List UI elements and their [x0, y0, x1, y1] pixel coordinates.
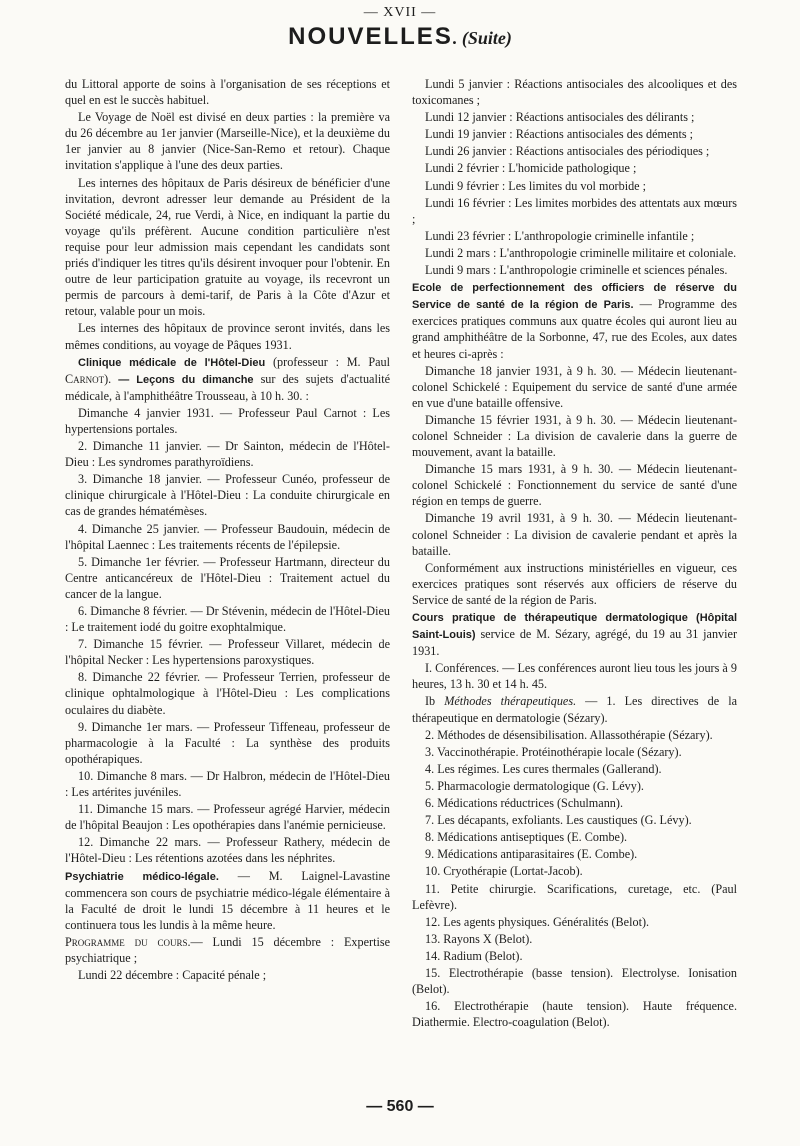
section-heading: Clinique médicale de l'Hôtel-Dieu	[78, 356, 266, 369]
methodes	[412, 693, 737, 725]
section-ecole	[412, 279, 737, 361]
programme-heading: Programme du cours.	[65, 934, 191, 949]
list-item: 9. Médications antiparasitaires (E. Combe).	[425, 847, 638, 862]
cours-rest: service de M. Sézary, agrégé, du 19 au 31 janvier 1931.	[412, 627, 738, 659]
list-item: 3. Dimanche 18 janvier. — Professeur Cunéo, professeur de clinique chirurgicale à l'Hôtel-Dieu : La conduite chirurgicale en cas de grandes hématémèses.	[65, 472, 390, 519]
clinique-rest: sur des sujets d'actualité médicale, à l'amphithéâtre Trousseau, à 10 h. 30. :	[65, 371, 391, 403]
list-item: 11. Petite chirurgie. Scarifications, curetage, etc. (Paul Lefèvre).	[412, 881, 737, 912]
paragraph: Les internes des hôpitaux de province seront invités, dans les mêmes conditions, au voyage de Pâques 1931.	[65, 321, 390, 352]
list-item: 15. Electrothérapie (basse tension). Electrolyse. Ionisation (Belot).	[412, 965, 737, 997]
list-item: 5. Pharmacologie dermatologique (G. Lévy).	[425, 778, 644, 793]
section-cours	[412, 609, 737, 659]
list-item: 12. Dimanche 22 mars. — Professeur Rathery, médecin de l'Hôtel-Dieu : Les rétentions azotées dans les néphrites.	[65, 835, 390, 866]
list-item: 10. Dimanche 8 mars. — Dr Halbron, médecin de l'Hôtel-Dieu : Les artérites juvéniles.	[65, 768, 390, 800]
list-item: 13. Rayons X (Belot).	[425, 931, 533, 946]
list-item: 12. Les agents physiques. Généralités (Belot).	[425, 914, 650, 929]
methodes-num: Ib	[425, 694, 436, 709]
clinique-name: Carnot).	[65, 371, 112, 386]
list-item: 3. Vaccinothérapie. Protéinothérapie locale (Sézary).	[425, 744, 682, 759]
list-item: 5. Dimanche 1er février. — Professeur Hartmann, directeur du Centre anticancéreux de l'Hôtel-Dieu : Traitement actuel du cancer de la langue.	[65, 554, 390, 601]
list-item: Lundi 9 février : Les limites du vol morbide ;	[425, 178, 647, 193]
list-item: Lundi 22 décembre : Capacité pénale ;	[78, 968, 267, 983]
list-item: 2. Dimanche 11 janvier. — Dr Sainton, médecin de l'Hôtel-Dieu : Les syndromes parathyroïdiens.	[65, 439, 390, 470]
list-item: Lundi 2 février : L'homicide pathologique ;	[425, 161, 637, 176]
list-item: Lundi 5 janvier : Réactions antisociales des alcooliques et des toxicomanes ;	[412, 77, 737, 108]
list-item: 9. Dimanche 1er mars. — Professeur Tiffeneau, professeur de pharmacologie à la Faculté : La synthèse des produits opothérapiques.	[65, 719, 390, 766]
list-item: 4. Dimanche 25 janvier. — Professeur Baudouin, médecin de l'hôpital Laennec : Les traitements récents de l'épilepsie.	[65, 521, 390, 552]
list-item: Lundi 16 février : Les limites morbides des attentats aux mœurs ;	[412, 195, 737, 226]
section-heading: Ecole de perfectionnement des officiers de réserve du Service de santé de la région de Paris.	[412, 282, 737, 312]
section-psychiatrie	[65, 868, 390, 933]
methodes-title: Méthodes thérapeutiques.	[444, 694, 577, 709]
methodes-rest: — 1. Les directives de la thérapeutique en dermatologie (Sézary).	[412, 694, 737, 725]
list-item: 4. Les régimes. Les cures thermales (Gallerand).	[425, 761, 662, 776]
page-roman-numeral: — XVII —	[363, 5, 437, 20]
right-column	[412, 76, 737, 1031]
list-item: 8. Dimanche 22 février. — Professeur Terrien, professeur de clinique ophtalmologique à l'Hôtel-Dieu : Les complications oculaires du diabète.	[65, 670, 390, 717]
programme	[65, 934, 390, 966]
list-item: Dimanche 15 février 1931, à 9 h. 30. — Médecin lieutenant-colonel Schneider : La division de cavalerie dans la guerre de mouvement, avant la bataille.	[412, 412, 737, 460]
page-number: — 560 —	[366, 1098, 434, 1115]
ecole-rest: — Programme des exercices pratiques communs aux quatre écoles qui auront lieu au grand amphithéâtre de la Sorbonne, 47, rue des Ecoles, aux dates et heures ci-après :	[412, 297, 738, 361]
title-suite: . (Suite)	[452, 28, 512, 48]
section-clinique	[65, 354, 390, 404]
list-item: Lundi 12 janvier : Réactions antisociales des délirants ;	[425, 110, 695, 125]
list-item: Dimanche 18 janvier 1931, à 9 h. 30. — Médecin lieutenant-colonel Schickelé : Equipement du service de santé d'une armée en vue d'une bataille offensive.	[412, 363, 737, 410]
paragraph: Les internes des hôpitaux de Paris désireux de bénéficier d'une invitation, devront adresser leur demande au Président de la Société médicale, 24, rue Verdi, à Nice, en indiquant la partie du voyage qu'ils préfèrent. Aucune condition particulière n'est requise pour leur admission mais cependant les candidats sont priés d'indiquer les titres qu'ils désirent invoquer pour l'obtenir. En outre de leur participation gratuite au voyage, ils recevront un permis de parcours à demi-tarif, de Paris à la Côte d'Azur et retour, valable pour un mois.	[65, 175, 390, 319]
page-title	[0, 23, 800, 51]
list-item: 16. Electrothérapie (haute tension). Haute fréquence. Diathermie. Electro-coagulation (Belot).	[412, 999, 737, 1030]
paragraph: Le Voyage de Noël est divisé en deux parties : la première va du 26 décembre au 1er janvier (Marseille-Nice), et la deuxième du 1er janvier au 8 janvier (Nice-San-Remo et retour). Chaque invitation s'applique à l'une des deux parties.	[65, 110, 390, 173]
conferences: I. Conférences. — Les conférences auront lieu tous les jours à 9 heures, 13 h. 30 et 14 h. 45.	[412, 661, 737, 692]
list-item: Lundi 23 février : L'anthropologie criminelle infantile ;	[425, 228, 695, 243]
list-item: 6. Médications réductrices (Schulmann).	[425, 796, 623, 811]
list-item: Dimanche 15 mars 1931, à 9 h. 30. — Médecin lieutenant-colonel Schickelé : Fonctionnement du service de santé d'une région en temps de guerre.	[412, 462, 737, 509]
left-column	[65, 76, 390, 984]
title-text: NOUVELLES	[288, 23, 453, 50]
paragraph: Conformément aux instructions ministérielles en vigueur, ces exercices pratiques sont réservés aux officiers de réserve du Service de santé de la région de Paris.	[412, 560, 737, 607]
list-item: Dimanche 19 avril 1931, à 9 h. 30. — Médecin lieutenant-colonel Schneider : La division de cavalerie pendant et après la bataille.	[412, 511, 737, 558]
list-item: 6. Dimanche 8 février. — Dr Stévenin, médecin de l'Hôtel-Dieu : Le traitement iodé du goitre exophtalmique.	[65, 604, 390, 635]
list-item: 14. Radium (Belot).	[425, 948, 523, 963]
list-item: Dimanche 4 janvier 1931. — Professeur Paul Carnot : Les hypertensions portales.	[65, 405, 390, 436]
clinique-lecons: — Leçons du dimanche	[118, 373, 254, 386]
list-item: Lundi 26 janvier : Réactions antisociales des périodiques ;	[425, 144, 710, 159]
list-item: Lundi 9 mars : L'anthropologie criminelle et sciences pénales.	[425, 263, 728, 278]
list-item: 10. Cryothérapie (Lortat-Jacob).	[425, 864, 583, 879]
clinique-prof: (professeur : M. Paul	[273, 354, 390, 369]
list-item: 11. Dimanche 15 mars. — Professeur agrégé Harvier, médecin de l'hôpital Beaujon : Les opothérapies dans l'anémie pernicieuse.	[65, 802, 390, 833]
list-item: 7. Les décapants, exfoliants. Les caustiques (G. Lévy).	[425, 813, 692, 828]
paragraph: du Littoral apporte de soins à l'organisation de ses réceptions et quel en est le succès habituel.	[65, 77, 390, 108]
list-item: Lundi 2 mars : L'anthropologie criminelle militaire et coloniale.	[425, 245, 737, 260]
programme-rest: — Lundi 15 décembre : Expertise psychiatrique ;	[65, 934, 390, 965]
list-item: Lundi 19 janvier : Réactions antisociales des déments ;	[425, 127, 694, 142]
section-heading: Cours pratique de thérapeutique dermatologique (Hôpital Saint-Louis)	[412, 612, 737, 642]
list-item: 7. Dimanche 15 février. — Professeur Villaret, médecin de l'hôpital Necker : Les hypertensions paroxystiques.	[65, 637, 390, 668]
psy-rest: — M. Laignel-Lavastine commencera son cours de psychiatrie médico-légale élémentaire à la Faculté de droit le lundi 15 décembre à 11 heures et le continuera tous les lundis à la même heure.	[65, 868, 391, 932]
list-item: 2. Méthodes de désensibilisation. Allassothérapie (Sézary).	[425, 727, 713, 742]
list-item: 8. Médications antiseptiques (E. Combe).	[425, 830, 628, 845]
section-heading: Psychiatrie médico-légale.	[65, 870, 219, 883]
